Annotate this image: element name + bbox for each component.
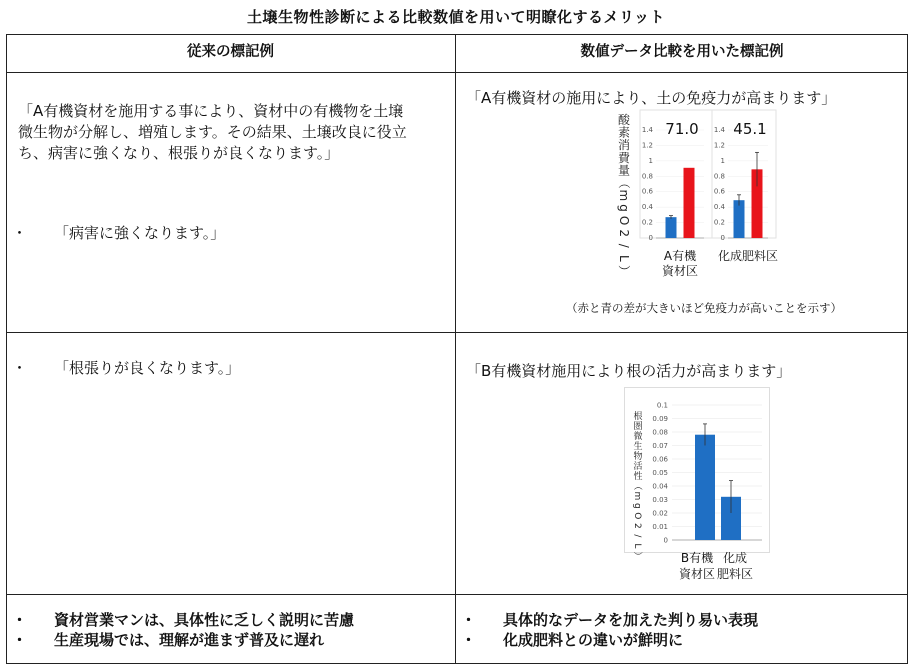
chart2-ylabel-char: 圏 [633,422,643,432]
chart2-category-label: 資材区 [678,567,716,581]
chart1-ylabel-char: 素 [617,125,631,140]
chart1-tick-label: 0.8 [641,172,653,181]
chart2-ylabel-char: ） [631,551,642,561]
chart1-tick-label: 0.8 [713,172,725,181]
column-divider [455,34,456,664]
chart1-ylabel-char: O [616,215,631,226]
chart2-ylabel-char: 生 [633,442,643,452]
row-divider-2 [6,594,908,595]
page-title: 土壌生物性診断による比較数値を用いて明瞭化するメリット [247,8,665,26]
header-divider [6,72,908,73]
chart2-tick-label: 0.05 [652,469,668,477]
chart2-tick-label: 0.1 [656,401,668,410]
chart-oxygen-consumption [612,108,820,288]
chart2-ylabel-char: 微 [633,432,643,442]
chart1-bar [684,168,695,238]
chart1-bar [734,200,745,238]
chart1-tick-label: 0.6 [713,187,725,196]
chart2-tick-label: 0.08 [652,428,668,437]
chart2-ylabel-char: 2 [631,522,642,529]
chart2-ylabel-char: 物 [633,452,643,462]
chart1-ylabel [617,113,631,277]
chart1-ylabel-char: m [616,189,631,202]
chart1-ylabel-char: 2 [616,229,631,238]
chart1-tick-label: 1 [720,156,725,165]
chart1-category-label: 化成肥料区 [717,249,779,263]
chart1-panel-organic [640,110,712,278]
chart2-category-label: B有機 [680,551,714,565]
chart2-ylabel-char: m [631,491,642,501]
chart1-ylabel-char: / [616,243,631,248]
chart1-ylabel-char: L [616,255,631,262]
paragraph-line-2: 微生物が分解し、増殖します。その結果、土壌改良に役立 [18,123,407,141]
chart2-ylabel-char: 性 [633,472,643,482]
chart2-ylabel-char: / [631,534,642,538]
chart2-ylabel-char: 活 [633,462,643,472]
chart2-category-label: 肥料区 [716,567,754,581]
row-divider-1 [6,332,908,333]
chart2-tick-label: 0.09 [652,415,668,423]
bullet-mark: ・ [12,359,28,377]
bullet-mark: ・ [12,631,28,649]
claim-immunity: 「A有機資材の施用により、土の免疫力が高まります」 [466,89,837,107]
chart2-ylabel-char: 根 [633,412,643,422]
chart2-tick-label: 0.04 [652,482,668,491]
chart2-tick-label: 0 [663,536,668,545]
chart1-panel-chemical [712,110,778,263]
chart1-tick-label: 1.4 [641,126,653,134]
conventional-paragraph [18,101,452,164]
header-conventional: 従来の標記例 [187,44,274,60]
chart-root-activity [624,387,770,585]
chart1-tick-label: 0 [648,234,653,242]
chart2-tick-label: 0.07 [652,442,668,450]
conclusion-text: 具体的なデータを加えた判り易い表現 [503,611,759,629]
chart1-bar [666,217,677,238]
conclusion-left-1 [12,609,354,631]
chart1-ylabel-char: 酸 [617,113,631,127]
chart2-tick-label: 0.03 [652,496,668,504]
chart1-tick-label: 1.2 [641,141,653,150]
bullet-mark: ・ [461,631,477,649]
chart1-ylabel-char: （ [616,176,631,189]
chart1-annotation: 45.1 [733,120,767,138]
chart1-ylabel-char: 費 [617,150,631,165]
bullet-disease [12,222,225,244]
bullet-mark: ・ [461,611,477,629]
chart1-tick-label: 0.4 [641,203,653,212]
chart2-tick-label: 0.06 [652,455,668,464]
bullet-text: 「病害に強くなります。」 [54,224,226,242]
chart2-ylabel-char: O [631,512,642,520]
bullet-text: 「根張りが良くなります。」 [54,359,241,377]
bullet-roots [12,357,240,379]
chart1-tick-label: 0 [720,234,725,242]
chart2-ylabel-char: L [631,543,642,549]
conclusion-left-2 [12,629,324,651]
chart1-category-label: 資材区 [661,264,699,278]
chart1-tick-label: 1.2 [713,141,725,150]
chart1-ylabel-char: g [616,204,631,212]
header-data-comparison: 数値データ比較を用いた標記例 [580,44,784,60]
chart1-tick-label: 0.2 [641,218,653,227]
conclusion-text: 生産現場では、理解が進まず普及に遅れ [54,631,325,649]
chart1-ylabel-char: 量 [617,163,631,178]
conclusion-text: 資材営業マンは、具体性に乏しく説明に苦慮 [54,611,355,629]
chart2-ylabel-char: g [631,502,642,509]
chart1-annotation: 71.0 [665,120,699,138]
paragraph-line-1: 「A有機資材を施用する事により、資材中の有機物を土壌 [18,102,404,120]
chart1-tick-label: 0.2 [713,218,725,227]
conclusion-right-1 [461,609,758,631]
chart2-category-label: 化成 [722,551,748,565]
bullet-mark: ・ [12,611,28,629]
chart2-tick-label: 0.01 [652,523,668,531]
chart-note: （赤と青の差が大きいほど免疫力が高いことを示す） [566,301,842,315]
chart1-tick-label: 1.4 [713,126,725,134]
conclusion-right-2 [461,629,683,651]
chart1-tick-label: 1 [648,156,653,165]
chart1-tick-label: 0.6 [641,187,653,196]
chart2-bar [695,435,715,540]
claim-root-activity: 「B有機資材施用により根の活力が高まります」 [466,362,792,380]
chart2-ylabel-char: （ [631,481,642,491]
conclusion-text: 化成肥料との違いが鮮明に [503,631,684,649]
bullet-mark: ・ [12,224,28,242]
chart1-ylabel-char: 消 [617,138,631,153]
chart1-ylabel-char: ） [616,264,631,278]
paragraph-line-3: ち、病害に強くなり、根張りが良くなります。」 [18,144,340,162]
chart1-category-label: A有機 [663,249,697,263]
chart2-tick-label: 0.02 [652,509,668,518]
chart1-tick-label: 0.4 [713,203,725,212]
